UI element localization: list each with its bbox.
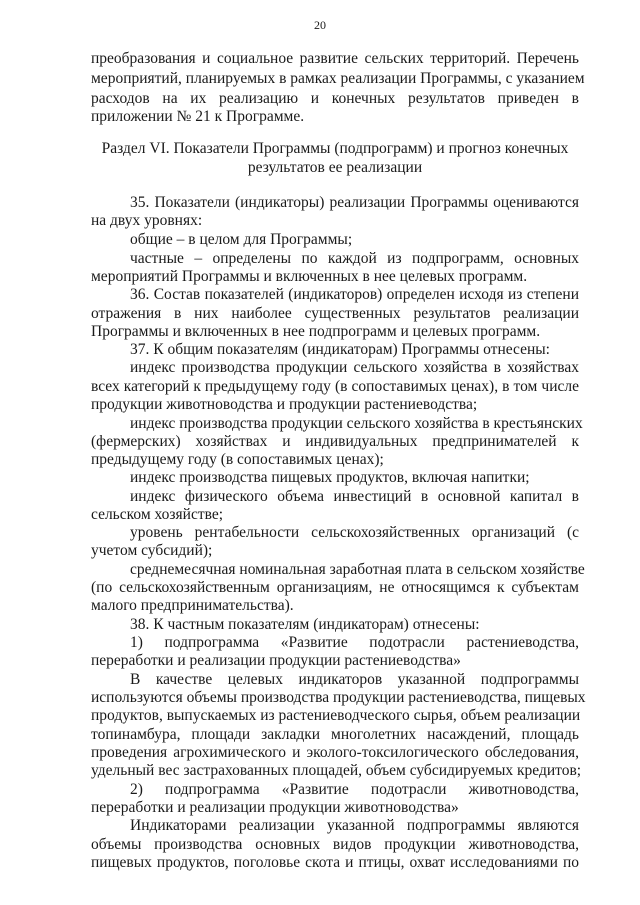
subprogram-2-indicators-line: объемы производства основных видов продукции животноводства, [91,836,579,853]
list-item-line: частные – определены по каждой из подпрограмм, основных [130,250,579,267]
intro-line: преобразования и социальное развитие сельских территорий. Перечень [91,50,579,67]
paragraph-36-line: отражения в них наиболее существенных результатов реализации [91,305,579,322]
subprogram-2-line: 2) подпрограмма «Развитие подотрасли животноводства, [130,781,579,798]
subprogram-1-indicators-line: используются объемы производства продукции растениеводства, пищевых [91,689,586,706]
list-item-line: общие – в целом для Программы; [130,231,353,248]
list-item-line: малого предпринимательства). [91,597,294,614]
subprogram-1-line: переработки и реализации продукции растениеводства» [91,652,461,669]
paragraph-36-line: Программы и включенных в нее подпрограмм и целевых программ. [91,323,541,340]
section-heading-line: Раздел VI. Показатели Программы (подпрограмм) и прогноз конечных [101,140,569,157]
list-item-line: всех категорий к предыдущему году (в сопоставимых ценах), в том числе [91,378,579,395]
paragraph-35-line: 35. Показатели (индикаторы) реализации Программы оцениваются [130,194,579,211]
subprogram-1-indicators-line: В качестве целевых индикаторов указанной подпрограммы [130,671,579,688]
list-item-line: учетом субсидий); [91,542,213,559]
subprogram-2-indicators-line: пищевых продуктов, поголовье скота и птицы, охват исследованиями по [91,854,579,871]
subprogram-1-indicators-line: топинамбура, площади закладки многолетних насаждений, площадь [91,726,579,743]
list-item-line: уровень рентабельности сельскохозяйственных организаций (с [130,524,579,541]
list-item-line: (по сельскохозяйственным организациям, не относящимся к субъектам [91,579,579,596]
list-item-line: индекс производства пищевых продуктов, включая напитки; [130,469,530,486]
list-item-line: индекс физического объема инвестиций в основной капитал в [130,488,579,505]
list-item-line: мероприятий Программы и включенных в нее целевых программ. [91,268,528,285]
subprogram-1-line: 1) подпрограмма «Развитие подотрасли растениеводства, [130,634,579,651]
list-item-line: предыдущему году (в сопоставимых ценах); [91,451,384,468]
subprogram-2-line: переработки и реализации продукции животноводства» [91,799,459,816]
page-number: 20 [314,18,326,32]
paragraph-36-line: 36. Состав показателей (индикаторов) определен исходя из степени [130,286,579,303]
subprogram-1-indicators-line: продуктов, выпускаемых из растениеводческого сырья, объем реализации [91,707,581,724]
subprogram-1-indicators-line: проведения агрохимического и эколого-токсилогического обследования, [91,744,579,761]
list-item-line: сельском хозяйстве; [91,506,224,523]
list-item-line: индекс производства продукции сельского хозяйства в крестьянских [130,415,583,432]
list-item-line: продукции животноводства и продукции растениеводства; [91,396,478,413]
paragraph-37-line: 37. К общим показателям (индикаторам) Программы отнесены: [130,341,550,358]
paragraph-35-line: на двух уровнях: [91,212,203,229]
list-item-line: среднемесячная номинальная заработная плата в сельском хозяйстве [130,561,585,578]
intro-line: расходов на их реализацию и конечных результатов приведен в [91,90,579,107]
list-item-line: (фермерских) хозяйствах и индивидуальных предпринимателей к [91,433,579,450]
paragraph-38-line: 38. К частным показателям (индикаторам) отнесены: [130,616,480,633]
intro-line: приложении № 21 к Программе. [91,108,305,125]
subprogram-2-indicators-line: Индикаторами реализации указанной подпрограммы являются [130,817,579,834]
subprogram-1-indicators-line: удельный вес застрахованных площадей, объем субсидируемых кредитов; [91,762,582,779]
section-heading-line: результатов ее реализации [247,159,423,176]
intro-line: мероприятий, планируемых в рамках реализации Программы, с указанием [91,70,585,87]
list-item-line: индекс производства продукции сельского хозяйства в хозяйствах [130,359,579,376]
